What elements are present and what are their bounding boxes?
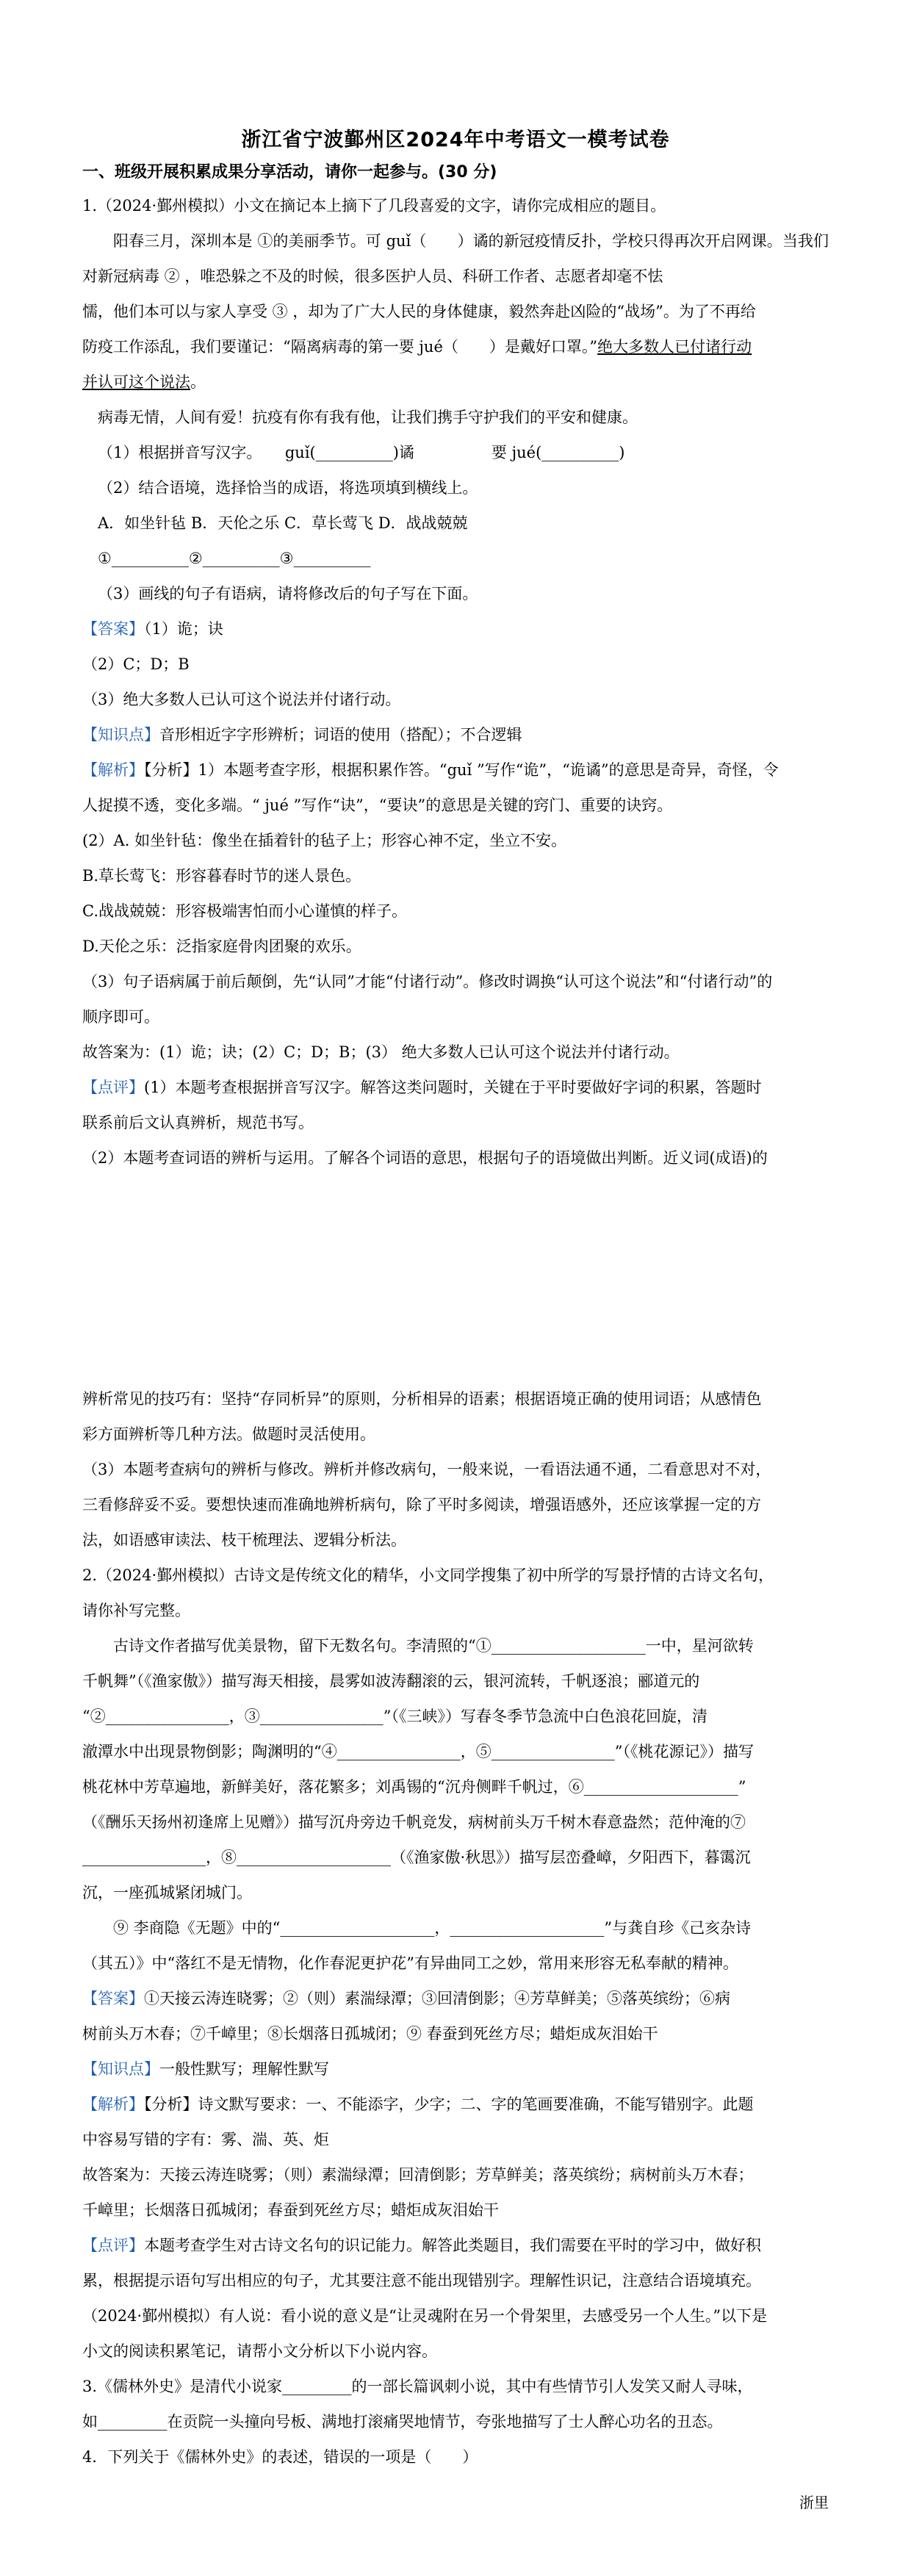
section-heading: 一、班级开展积累成果分享活动，请你一起参与。(30 分) <box>82 163 497 181</box>
explanation-line <box>82 2087 829 2122</box>
passage-line <box>82 329 829 364</box>
answer-label: 【答案】 <box>82 1990 144 2007</box>
passage-line: 千帆舞”（《渔家傲》）描写海天相接，晨雾如波涛翻滚的云，银河流转，千帆逐浪；郦道元的 <box>82 1672 700 1690</box>
question-line: 4．下列关于《儒林外史》的表述，错误的一项是（ ） <box>82 2448 478 2466</box>
comment-line: 累，根据提示语句写出相应的句子，尤其要注意不能出现错别字。理解性识记，注意结合语境填充。 <box>82 2272 761 2289</box>
sub-question: （2）结合语境，选择恰当的成语，将选项填到横线上。 <box>98 479 478 497</box>
passage-line: “②________________，③________________”（《三峡》）写春冬季节急流中白色浪花回旋，清 <box>82 1708 707 1725</box>
passage-line: 澈潭水中出现景物倒影；陶渊明的“④________________，⑤________________”（《桃花源记》）描写 <box>82 1743 754 1760</box>
question-line: 3.《儒林外史》是清代小说家_________的一部长篇讽刺小说，其中有些情节引人发笑又耐人寻味， <box>82 2378 753 2395</box>
answer-label: 【答案】 <box>82 620 144 638</box>
question-intro: 请你补写完整。 <box>82 1602 190 1619</box>
knowledge-line <box>82 2051 829 2087</box>
underlined-sentence: 绝大多数人已付诸行动 <box>597 338 752 356</box>
page-footer: 浙里 <box>799 2494 829 2511</box>
sub-question: （3）画线的句子有语病，请将修改后的句子写在下面。 <box>98 585 478 602</box>
page-title: 浙江省宁波鄞州区2024年中考语文一模考试卷 <box>241 129 670 151</box>
answer-line <box>82 1981 829 2016</box>
explanation-line: 人捉摸不透，变化多端。“ jué ”写作“诀”，“要诀”的意思是关键的窍门、重要的诀窍。 <box>82 796 673 814</box>
passage-line: 古诗文作者描写优美景物，留下无数名句。李清照的“①____________________一中，星河欲转 <box>113 1637 754 1655</box>
passage-line: ⑨ 李商隐《无题》中的“____________________，____________________”与龚自珍《己亥杂诗 <box>113 1919 752 1937</box>
comment-line: 三看修辞妥不妥。要想快速而准确地辨析病句，除了平时多阅读，增强语感外，还应该掌握一定的方 <box>82 1496 761 1514</box>
passage-text: 。 <box>190 373 206 391</box>
explanation-line: 顺序即可。 <box>82 1008 159 1026</box>
comment-line: （2）本题考查词语的辨析与运用。了解各个词语的意思，根据句子的语境做出判断。近义词(成语)的 <box>82 1149 768 1167</box>
passage-line: （其五）》中“落红不是无情物，化作春泥更护花”有异曲同工之妙，常用来形容无私奉献的精神。 <box>82 1954 738 1972</box>
passage-line: 阳春三月，深圳本是 ①的美丽季节。可 guǐ（ ）谲的新冠疫情反扑，学校只得再次开启网课。当我们对新冠病毒 ② ，唯恐躲之不及的时候，很多医护人员、科研工作者、志愿者却毫不怯 <box>82 232 829 285</box>
answer-line: （3）绝大多数人已认可这个说法并付诸行动。 <box>82 691 401 708</box>
question-2 <box>82 1558 829 2298</box>
answer-text: （1）诡；诀 <box>144 620 223 638</box>
document-page <box>82 123 829 2475</box>
passage-line <box>82 364 829 400</box>
page-break-space <box>82 1176 829 1381</box>
explanation-line: 故答案为：(1）诡；诀；(2）C；D；B；(3） 绝大多数人已认可这个说法并付诸行动。 <box>82 1043 680 1061</box>
question-line: 如_________在贡院一头撞向号板、满地打滚痛哭地情节，夸张地描写了士人醉心功名的丑态。 <box>82 2413 723 2431</box>
answer-line <box>82 611 829 647</box>
passage-line: 桃花林中芳草遍地，新鲜美好，落花繁多；刘禹锡的“沉舟侧畔千帆过，⑥____________________” <box>82 1778 746 1796</box>
knowledge-text: 音形相近字字形辨析；词语的使用（搭配）；不合逻辑 <box>159 726 522 744</box>
comment-line: （3）本题考查病句的辨析与修改。辨析并修改病句，一般来说，一看语法通不通，二看意思对不对， <box>82 1461 771 1478</box>
comment-line <box>82 2228 829 2263</box>
explanation-line: （3）句子语病属于前后颠倒，先“认同”才能“付诸行动”。修改时调换“认可这个说法”和“付诸行动”的 <box>82 973 773 990</box>
option-list: A．如坐针毡 B．天伦之乐 C．草长莺飞 D．战战兢兢 <box>98 514 468 532</box>
explanation-line <box>82 752 829 788</box>
explanation-text: 【分析】1）本题考查字形，根据积累作答。“guǐ ”写作“诡”，“诡谲”的意思是奇异，奇怪，令 <box>144 761 779 779</box>
knowledge-label: 【知识点】 <box>82 726 159 744</box>
explanation-line: 千嶂里；长烟落日孤城闭；春蚕到死丝方尽；蜡炬成灰泪始干 <box>82 2201 499 2219</box>
comment-label: 【点评】 <box>82 2237 144 2254</box>
sub-question: （1）根据拼音写汉字。 guǐ(__________)谲 要 jué(__________) <box>98 444 625 461</box>
answer-line: 树前头万木春；⑦千嶂里；⑧长烟落日孤城闭；⑨ 春蚕到死丝方尽；蜡炬成灰泪始干 <box>82 2025 658 2043</box>
underlined-sentence: 并认可这个说法 <box>82 373 190 391</box>
knowledge-text: 一般性默写；理解性默写 <box>159 2060 329 2078</box>
answer-line: （2）C；D；B <box>82 655 190 673</box>
question-intro: 2.（2024·鄞州模拟）古诗文是传统文化的精华，小文同学搜集了初中所学的写景抒情的古诗文名句， <box>82 1566 774 1584</box>
explanation-line: (2）A. 如坐针毡：像坐在插着针的毡子上；形容心神不定，坐立不安。 <box>82 832 567 849</box>
comment-line: 联系前后文认真辨析，规范书写。 <box>82 1114 314 1132</box>
comment-line: 彩方面辨析等几种方法。做题时灵活使用。 <box>82 1425 375 1443</box>
knowledge-line <box>82 717 829 752</box>
explanation-line: C.战战兢兢：形容极端害怕而小心谨慎的样子。 <box>82 902 407 920</box>
passage-line: （《酬乐天扬州初逢席上见赠》）描写沉舟旁边千帆竞发，病树前头万千树木春意盎然；范仲淹的⑦ <box>82 1813 746 1831</box>
comment-line: 辨析常见的技巧有：坚持“存同析异”的原则，分析相异的语素；根据语境正确的使用词语；从感情色 <box>82 1390 762 1408</box>
comment-text: 本题考查学生对古诗文名句的识记能力。解答此类题目，我们需要在平时的学习中，做好积 <box>144 2237 761 2254</box>
answer-text: ①天接云涛连晓雾；②（则）素湍绿潭；③回清倒影；④芳草鲜美；⑤落英缤纷；⑥病 <box>144 1990 730 2007</box>
explanation-line: 故答案为：天接云涛连晓雾；（则）素湍绿潭；回清倒影；芳草鲜美；落英缤纷；病树前头万木春； <box>82 2166 754 2184</box>
passage-text: 防疫工作添乱，我们要谨记：“隔离病毒的第一要 jué（ ）是戴好口罩。” <box>82 338 598 356</box>
knowledge-label: 【知识点】 <box>82 2060 159 2078</box>
explanation-line: D.天伦之乐：泛指家庭骨肉团聚的欢乐。 <box>82 938 361 955</box>
passage-line: 病毒无情，人间有爱！抗疫有你有我有他，让我们携手守护我们的平安和健康。 <box>98 409 638 426</box>
blank-line: ①__________②__________③__________ <box>98 550 371 567</box>
passage-line: 懦，他们本可以与家人享受 ③ ，却为了广大人民的身体健康，毅然奔赴凶险的“战场”。为了不再给 <box>82 303 756 320</box>
explanation-label: 【解析】 <box>82 761 144 779</box>
comment-text: (1）本题考查根据拼音写汉字。解答这类问题时，关键在于平时要做好字词的积累，答题时 <box>144 1079 762 1096</box>
comment-line <box>82 1070 829 1105</box>
explanation-text: 【分析】诗文默写要求：一、不能添字，少字；二、字的笔画要准确，不能写错别字。此题 <box>144 2095 754 2113</box>
explanation-line: B.草长莺飞：形容暮春时节的迷人景色。 <box>82 867 361 885</box>
comment-label: 【点评】 <box>82 1079 144 1096</box>
question-1 <box>82 188 829 1558</box>
question-intro: （2024·鄞州模拟）有人说：看小说的意义是“让灵魂附在另一个骨架里，去感受另一个人生。”以下是 <box>82 2307 768 2325</box>
question-3 <box>82 2298 829 2475</box>
passage-line: 沉，一座孤城紧闭城门。 <box>82 1884 252 1902</box>
question-intro: 小文的阅读积累笔记，请帮小文分析以下小说内容。 <box>82 2342 437 2360</box>
passage-line: ________________，⑧____________________（《渔家傲·秋思》）描写层峦叠嶂，夕阳西下，暮霭沉 <box>82 1849 751 1866</box>
comment-line: 法，如语感审读法、枝干梳理法、逻辑分析法。 <box>82 1531 406 1549</box>
question-intro: 1.（2024·鄞州模拟）小文在摘记本上摘下了几段喜爱的文字，请你完成相应的题目。 <box>82 197 666 215</box>
explanation-line: 中容易写错的字有：雾、湍、英、炬 <box>82 2131 329 2148</box>
explanation-label: 【解析】 <box>82 2095 144 2113</box>
